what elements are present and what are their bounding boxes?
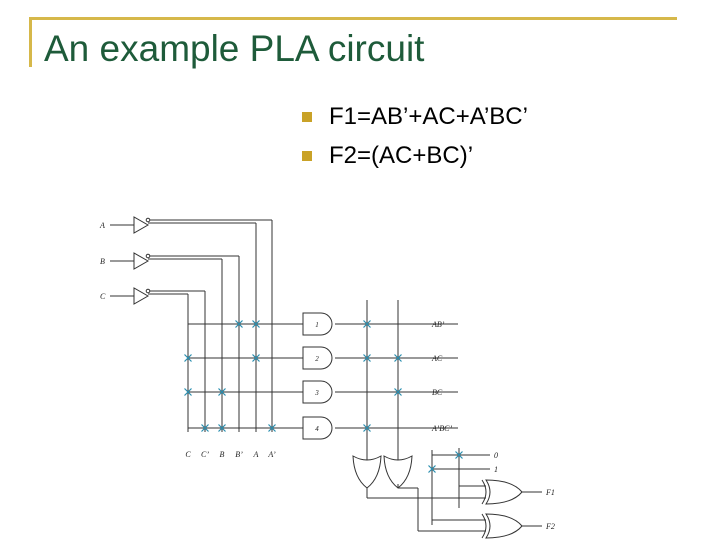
- column-label-1: C’: [201, 450, 209, 459]
- column-label-3: B’: [235, 450, 243, 459]
- bullet-text-f1: F1=AB’+AC+A’BC’: [329, 102, 528, 130]
- input-label-B: B: [100, 257, 105, 266]
- column-label-0: C: [185, 450, 191, 459]
- or-gate-f1: [353, 456, 381, 488]
- output-label-F2: F2: [546, 522, 555, 531]
- and-gate-number: 4: [315, 425, 319, 433]
- inversion-bubble: [146, 218, 150, 222]
- xor-gate-F2: [486, 514, 522, 538]
- output-label-F1: F1: [546, 488, 555, 497]
- product-term-label: BC: [432, 388, 443, 397]
- xor-gate-F1: [486, 480, 522, 504]
- column-label-4: A: [253, 450, 259, 459]
- xor-back-curve: [482, 480, 486, 504]
- input-label-C: C: [100, 292, 106, 301]
- column-label-2: B: [219, 450, 225, 459]
- product-term-label: AC: [432, 354, 443, 363]
- or-gate-f2: [384, 456, 412, 488]
- xor-control-label: 1: [494, 465, 498, 474]
- slide-title: An example PLA circuit: [44, 28, 425, 69]
- and-gate-number: 3: [315, 389, 319, 397]
- product-term-label: A’BC’: [432, 424, 453, 433]
- product-term-label: AB’: [432, 320, 445, 329]
- input-label-A: A: [100, 221, 105, 230]
- bullet-text-f2: F2=(AC+BC)’: [329, 141, 474, 169]
- and-gate-number: 2: [315, 355, 319, 363]
- column-label-5: A’: [268, 450, 276, 459]
- xor-back-curve: [482, 514, 486, 538]
- xor-control-label: 0: [494, 451, 498, 460]
- inversion-bubble: [146, 289, 150, 293]
- and-gate-number: 1: [315, 321, 319, 329]
- inversion-bubble: [146, 254, 150, 258]
